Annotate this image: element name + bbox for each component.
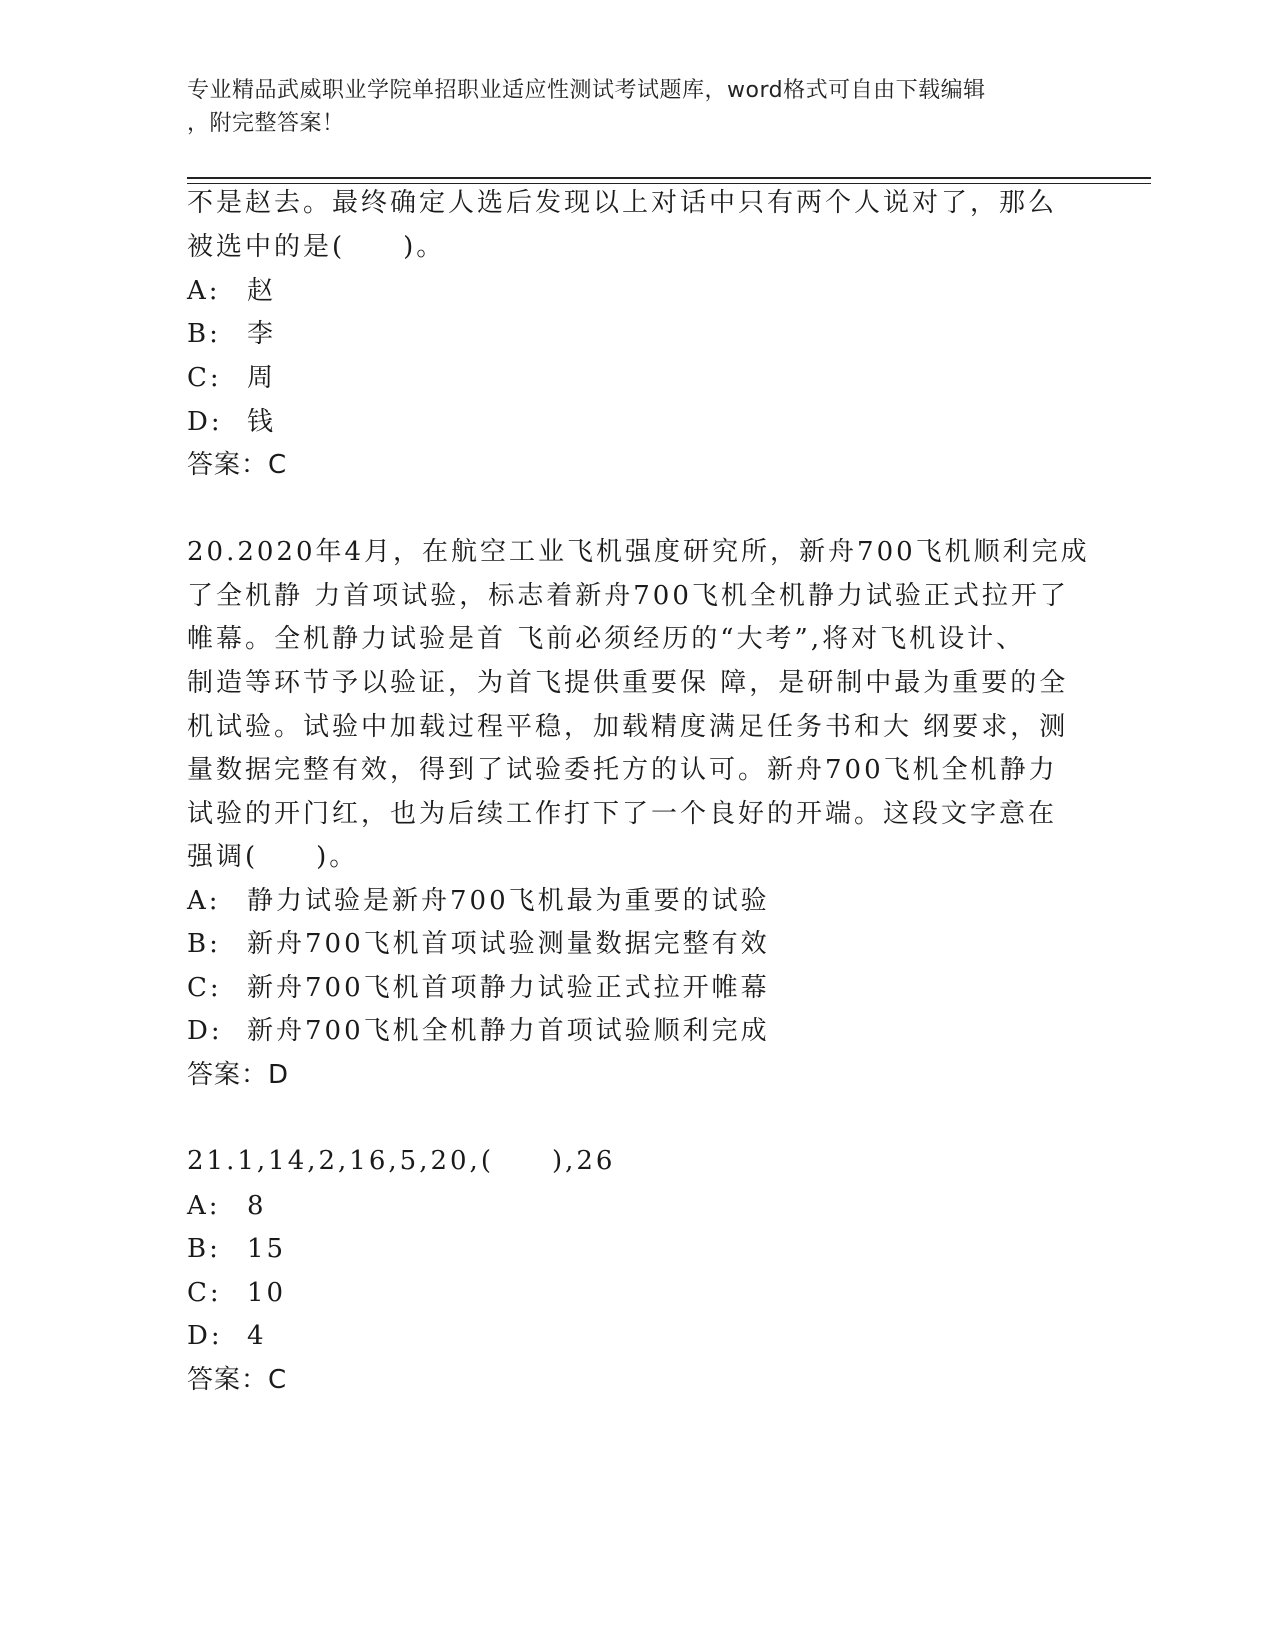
question-20-stem-line: 了全机静 力首项试验，标志着新舟700飞机全机静力试验正式拉开了	[187, 581, 1069, 611]
option-text: 周	[247, 363, 277, 393]
question-21-option-a	[187, 1189, 267, 1223]
option-letter: A:	[187, 1191, 221, 1221]
header-line-1: 专业精品武威职业学院单招职业适应性测试考试题库，word格式可自由下载编辑	[187, 78, 986, 103]
question-19-stem-line: 不是赵去。最终确定人选后发现以上对话中只有两个人说对了，那么	[187, 188, 1058, 218]
question-19-answer: 答案：C	[187, 450, 288, 480]
question-21-answer: 答案：C	[187, 1365, 288, 1395]
option-text: 钱	[247, 407, 277, 437]
option-text: 8	[247, 1191, 267, 1221]
option-letter: B:	[187, 319, 221, 349]
option-text: 新舟700飞机全机静力首项试验顺利完成	[247, 1016, 770, 1046]
question-20-stem-line: 帷幕。全机静力试验是首 飞前必须经历的“大考”,将对飞机设计、	[187, 624, 1026, 654]
header-divider-thin	[187, 183, 1151, 184]
question-21-option-c	[187, 1276, 286, 1310]
question-20-option-a	[187, 884, 770, 918]
option-text: 李	[247, 319, 277, 349]
question-20-option-d	[187, 1014, 770, 1048]
question-20-stem-line: 量数据完整有效，得到了试验委托方的认可。新舟700飞机全机静力	[187, 755, 1058, 785]
question-21-stem-line: 21.1,14,2,16,5,20,( ),26	[187, 1146, 616, 1176]
question-20-stem-line: 试验的开门红，也为后续工作打下了一个良好的开端。这段文字意在	[187, 799, 1058, 829]
option-letter: B:	[187, 929, 221, 959]
question-19-option-c	[187, 361, 276, 395]
question-20-stem-line: 20.2020年4月，在航空工业飞机强度研究所，新舟700飞机顺利完成	[187, 537, 1090, 567]
option-letter: D:	[187, 1016, 223, 1046]
option-letter: D:	[187, 1321, 223, 1351]
question-20-answer: 答案：D	[187, 1060, 290, 1090]
question-20-stem-line: 制造等环节予以验证，为首飞提供重要保 障，是研制中最为重要的全	[187, 668, 1069, 698]
page-header	[187, 74, 1087, 140]
option-letter: A:	[187, 886, 221, 916]
option-text: 10	[247, 1278, 287, 1308]
option-text: 新舟700飞机首项静力试验正式拉开帷幕	[247, 973, 770, 1003]
question-20-stem-line: 强调( )。	[187, 842, 359, 872]
option-letter: B:	[187, 1234, 221, 1264]
option-letter: C:	[187, 973, 222, 1003]
option-letter: A:	[187, 276, 221, 306]
header-divider-thick	[187, 177, 1151, 179]
option-text: 4	[247, 1321, 267, 1351]
question-20-option-c	[187, 971, 770, 1005]
option-text: 15	[247, 1234, 287, 1264]
question-20-option-b	[187, 927, 770, 961]
option-text: 静力试验是新舟700飞机最为重要的试验	[247, 886, 770, 916]
question-19-stem-line: 被选中的是( )。	[187, 232, 446, 262]
question-19-option-b	[187, 317, 276, 351]
option-text: 新舟700飞机首项试验测量数据完整有效	[247, 929, 770, 959]
option-text: 赵	[247, 276, 277, 306]
question-19-option-a	[187, 274, 276, 308]
header-line-2: ，附完整答案！	[187, 111, 345, 136]
option-letter: C:	[187, 1278, 222, 1308]
question-20-stem-line: 机试验。试验中加载过程平稳，加载精度满足任务书和大 纲要求，测	[187, 712, 1069, 742]
option-letter: C:	[187, 363, 222, 393]
question-19-option-d	[187, 405, 276, 439]
question-21-option-d	[187, 1319, 267, 1353]
question-21-option-b	[187, 1232, 286, 1266]
option-letter: D:	[187, 407, 223, 437]
